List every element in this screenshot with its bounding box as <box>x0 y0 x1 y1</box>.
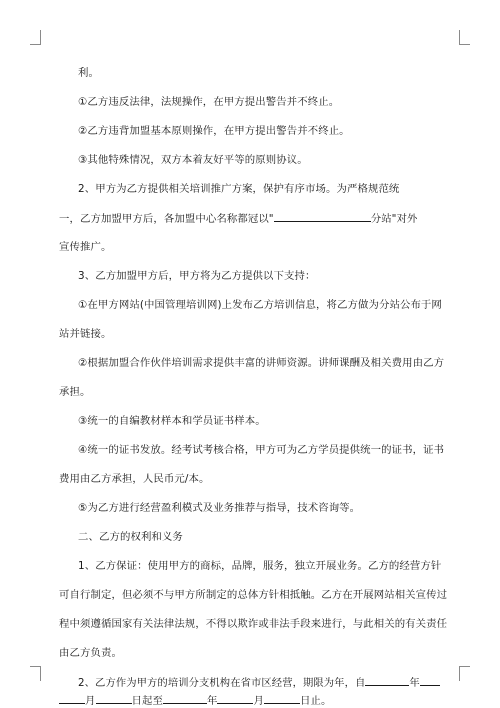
blank-underline <box>264 693 300 704</box>
list-item-1: ①乙方违反法律，法规操作，在甲方提出警告并不终止。 <box>78 96 340 108</box>
paragraph-line: 1、乙方保证：使用甲方的商标，品牌，服务，独立开展业务。乙方的经营方针 <box>78 560 442 572</box>
blank-underline <box>365 675 409 686</box>
crop-mark-bottom-right <box>459 666 470 681</box>
paragraph-line: 宣传推广。 <box>59 241 112 253</box>
blank-underline <box>163 693 207 704</box>
list-item-3: ③其他特殊情况，双方本着友好平等的原则协议。 <box>78 154 308 166</box>
paragraph-line <box>78 675 440 690</box>
paragraph-line: 费用由乙方承担，人民币元/本。 <box>59 473 210 485</box>
text-segment: 年 <box>206 695 218 707</box>
paragraph-line: 可自行制定，但必须不与甲方所制定的总体方针相抵触。乙方在开展网站相关宣传过 <box>59 589 448 601</box>
text-segment: 月 <box>85 695 96 707</box>
paragraph-line <box>59 211 418 226</box>
text-segment: 日起至 <box>131 695 163 707</box>
text-segment: 2、乙方作为甲方的培训分支机构在省市区经营，期限为年，自 <box>78 677 366 689</box>
paragraph-line: 2、甲方为乙方提供相关培训推广方案，保护有序市场。为严格规范统 <box>78 183 400 195</box>
text-segment: 月 <box>253 695 264 707</box>
paragraph-line <box>59 693 331 708</box>
crop-mark-bottom-left <box>30 666 41 681</box>
list-item-2: ②乙方违背加盟基本原则操作，在甲方提出警告并不终止。 <box>78 125 350 137</box>
text-segment: 一，乙方加盟甲方后，各加盟中心名称都冠以" <box>59 213 274 225</box>
blank-underline <box>217 693 253 704</box>
paragraph-line: ⑤为乙方进行经营盈利模式及业务推荐与指导，技术咨询等。 <box>78 502 361 514</box>
paragraph-line: 由乙方负责。 <box>59 647 122 659</box>
section-heading: 二、乙方的权利和义务 <box>78 531 183 543</box>
paragraph-line: 利。 <box>78 67 99 79</box>
paragraph-line: 3、乙方加盟甲方后，甲方将为乙方提供以下支持： <box>78 270 316 282</box>
crop-mark-top-right <box>459 30 470 45</box>
paragraph-line: ②根据加盟合作伙伴培训需求提供丰富的讲师资源。讲师课酬及相关费用由乙方 <box>78 357 445 369</box>
blank-underline <box>420 675 440 686</box>
paragraph-line: ①在甲方网站(中国管理培训网)上发布乙方培训信息，将乙方做为分站公布于网 <box>78 299 442 311</box>
blank-underline <box>59 693 85 704</box>
blank-underline <box>96 693 132 704</box>
text-segment: 日止。 <box>299 695 332 707</box>
paragraph-line: ③统一的自编教材样本和学员证书样本。 <box>78 415 266 427</box>
text-segment: 分站"对外 <box>370 213 418 225</box>
paragraph-line: 承担。 <box>59 386 91 398</box>
paragraph-line: ④统一的证书发放。经考试考核合格，甲方可为乙方学员提供统一的证书，证书 <box>78 444 445 456</box>
blank-underline <box>274 211 371 222</box>
crop-mark-top-left <box>30 30 41 45</box>
text-segment: 年 <box>409 677 420 689</box>
paragraph-line: 站并链接。 <box>59 328 112 340</box>
paragraph-line: 程中须遵循国家有关法律法规，不得以欺诈或非法手段来进行，与此相关的有关责任 <box>59 618 448 630</box>
